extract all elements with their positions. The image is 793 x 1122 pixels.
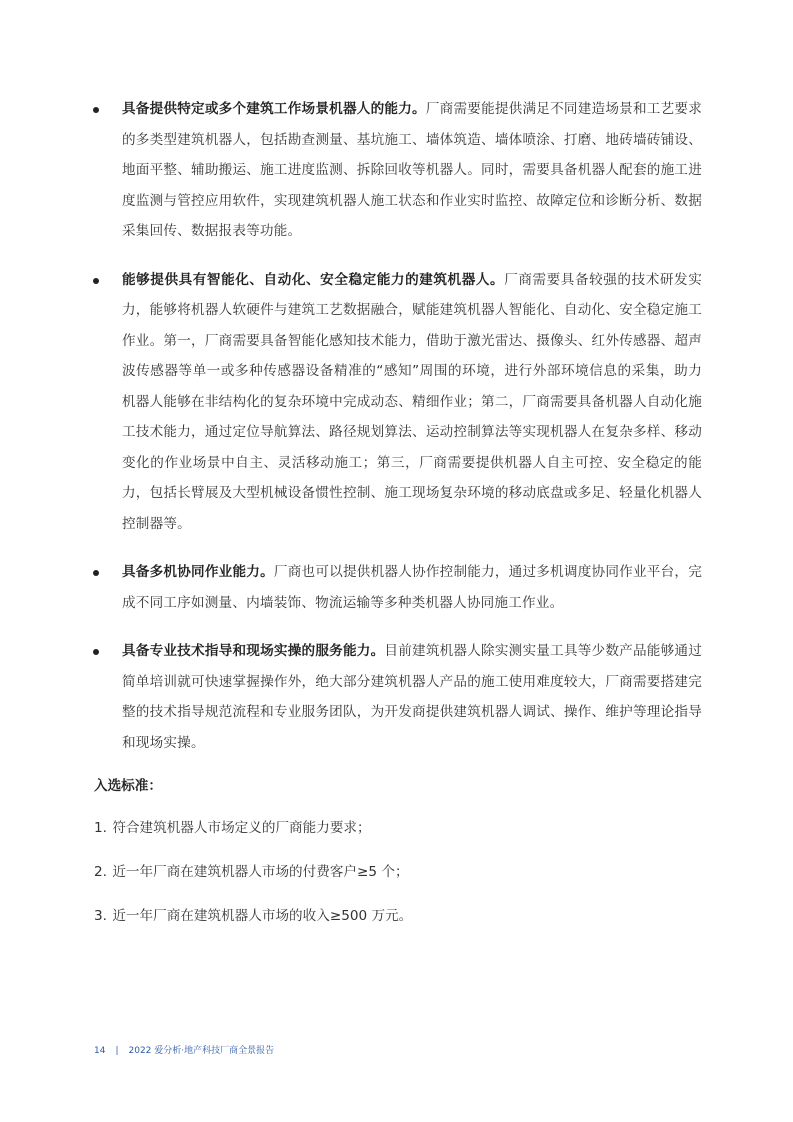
bullet-dot-icon <box>93 570 99 576</box>
criteria-number: 3. <box>94 908 107 924</box>
page-number: 14 <box>94 1046 106 1056</box>
bullet-item-intelligence <box>90 265 702 540</box>
bullet-item-collaboration <box>90 557 702 618</box>
bullet-body-text: 厂商需要具备较强的技术研发实力，能够将机器人软硬件与建筑工艺数据融合，赋能建筑机器人智能化、自动化、安全稳定施工作业。第一，厂商需要具备智能化感知技术能力，借助于激光雷达、摄像头、红外传感器、超声波传感器等单一或多种传感器设备精准的“感知”周围的环境，进行外部环境信息的采集，助力机器人能够在非结构化的复杂环境中完成动态、精细作业；第二，厂商需要具备机器人自动化施工技术能力，通过定位导航算法、路径规划算法、运动控制算法等实现机器人在复杂多样、移动变化的作业场景中自主、灵活移动施工；第三，厂商需要提供机器人自主可控、安全稳定的能力，包括长臂展及大型机械设备惯性控制、施工现场复杂环境的移动底盘或多足、轻量化机器人控制器等。 <box>122 271 702 532</box>
criteria-title: 入选标准： <box>94 778 162 794</box>
bullet-lead-text: 具备提供特定或多个建筑工作场景机器人的能力。 <box>122 101 426 117</box>
bullet-lead-text: 能够提供具有智能化、自动化、安全稳定能力的建筑机器人。 <box>122 271 505 288</box>
bullet-body-text: 厂商需要能提供满足不同建造场景和工艺要求的多类型建筑机器人，包括勘查测量、基坑施工、墙体筑造、墙体喷涂、打磨、地砖墙砖铺设、地面平整、辅助搬运、施工进度监测、拆除回收等机器人。同时，需要具备机器人配套的施工进度监测与管控应用软件，实现建筑机器人施工状态和作业实时监控、故障定位和诊断分析、数据采集回传、数据报表等功能。 <box>122 101 703 239</box>
bullet-dot-icon <box>93 649 99 655</box>
criteria-list <box>94 815 412 947</box>
bullet-item-scenarios <box>90 94 702 247</box>
criteria-text: 符合建筑机器人市场定义的厂商能力要求； <box>112 820 371 836</box>
report-title: 2022 爱分析·地产科技厂商全景报告 <box>128 1046 275 1056</box>
page-footer <box>94 1044 274 1058</box>
bullet-lead-text: 具备多机协同作业能力。 <box>122 564 274 580</box>
capability-bullet-list <box>90 94 702 776</box>
bullet-dot-icon <box>93 107 99 113</box>
criteria-number: 1. <box>94 820 107 836</box>
criteria-number: 2. <box>94 864 107 880</box>
bullet-body-text: 厂商也可以提供机器人协作控制能力，通过多机调度协同作业平台，完成不同工序如测量、内墙装饰、物流运输等多种类机器人协同施工作业。 <box>122 564 703 611</box>
bullet-dot-icon <box>93 278 99 284</box>
bullet-item-service <box>90 636 702 758</box>
criteria-item <box>94 815 412 859</box>
criteria-text: 近一年厂商在建筑机器人市场的付费客户≥5 个； <box>112 864 409 880</box>
footer-separator: | <box>115 1046 119 1056</box>
bullet-lead-text: 具备专业技术指导和现场实操的服务能力。 <box>122 643 385 659</box>
criteria-item <box>94 903 412 947</box>
bullet-body-text: 目前建筑机器人除实测实量工具等少数产品能够通过简单培训就可快速掌握操作外，绝大部分建筑机器人产品的施工使用难度较大，厂商需要搭建完整的技术指导规范流程和专业服务团队，为开发商提供建筑机器人调试、操作、维护等理论指导和现场实操。 <box>122 643 702 751</box>
criteria-text: 近一年厂商在建筑机器人市场的收入≥500 万元。 <box>112 908 413 924</box>
criteria-item <box>94 859 412 903</box>
